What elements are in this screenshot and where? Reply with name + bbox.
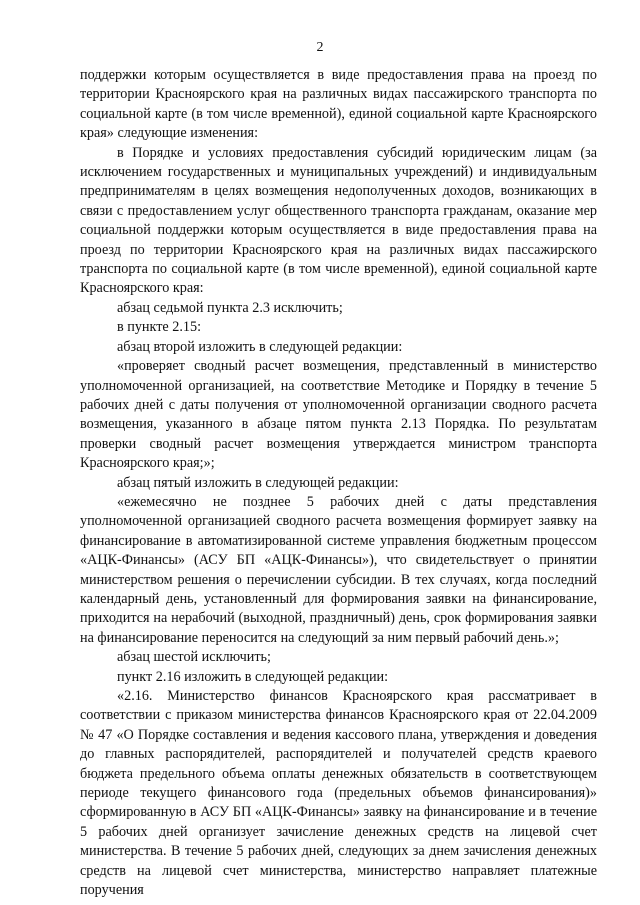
paragraph-item-2-16: пункт 2.16 изложить в следующей редакции: xyxy=(117,668,389,685)
paragraph-sixth-abzac: абзац шестой исключить; xyxy=(117,649,271,666)
paragraph-item-2-3: абзац седьмой пункта 2.3 исключить; xyxy=(117,299,343,316)
paragraph-amendment-intro: в Порядке и условиях предоставления субсидий юридическим лицам (за исключением государственных и муниципальных учреждений) и индивидуальным предпринимателям в целях возмещения недополученных доходов, возникающих в связи с предоставлением услуг общественного транспорта гражданам, оказание мер социальной поддержки которым осуществляется в виде предоставления права на проезд по территории Красноярского края на различных видах пассажирского транспорта по социальной карте (в том числе временной), единой социальной карте Красноярского края: xyxy=(80,144,597,297)
paragraph-quote-verification: «проверяет сводный расчет возмещения, представленный в министерство уполномоченной организацией, на соответствие Методике и Порядку в течение 5 рабочих дней с даты получения от уполномоченной организации сводного расчета возмещения, указанного в абзаце пятом пункта 2.13 Порядка. По результатам проверки сводный расчет возмещения утверждается министром транспорта Красноярского края;»; xyxy=(80,358,597,472)
paragraph-continuation: поддержки которым осуществляется в виде предоставления права на проезд по территории Красноярского края на различных видах пассажирского транспорта по социальной карте (в том числе временной), единой социальной карте Красноярского края» следующие изменения: xyxy=(80,67,597,142)
paragraph-quote-monthly: «ежемесячно не позднее 5 рабочих дней с даты представления уполномоченной организацией сводного расчета возмещения формирует заявку на финансирование в автоматизированной системе управления бюджетным процессом «АЦК-Финансы» (АСУ БП «АЦК-Финансы»), что свидетельствует о принятии министерством решения о перечислении субсидии. В тех случаях, когда последний календарный день, установленный для формирования заявки на финансирование, приходится на нерабочий (выходной, праздничный) день, срок формирования заявки на финансирование переносится на следующий за ним первый рабочий день.»; xyxy=(80,493,597,646)
document-body xyxy=(80,66,597,900)
paragraph-fifth-abzac: абзац пятый изложить в следующей редакции: xyxy=(117,474,399,491)
paragraph-item-2-15: в пункте 2.15: xyxy=(117,319,202,336)
paragraph-second-abzac: абзац второй изложить в следующей редакции: xyxy=(117,338,403,355)
paragraph-quote-2-16: «2.16. Министерство финансов Красноярского края рассматривает в соответствии с приказом министерства финансов Красноярского края от 22.04.2009 № 47 «О Порядке составления и ведения кассового плана, утверждения и доведения до главных распорядителей, распорядителей и получателей средств краевого бюджета предельного объема оплаты денежных обязательств в соответствующем периоде текущего финансового года (предельных объемов финансирования)» сформированную в АСУ БП «АЦК-Финансы» заявку на финансирование и в течение 5 рабочих дней организует зачисление денежных средств на лицевой счет министерства. В течение 5 рабочих дней, следующих за днем зачисления денежных средств на лицевой счет министерства, министерство направляет платежные поручения xyxy=(80,688,597,899)
page-number: 2 xyxy=(316,40,324,55)
